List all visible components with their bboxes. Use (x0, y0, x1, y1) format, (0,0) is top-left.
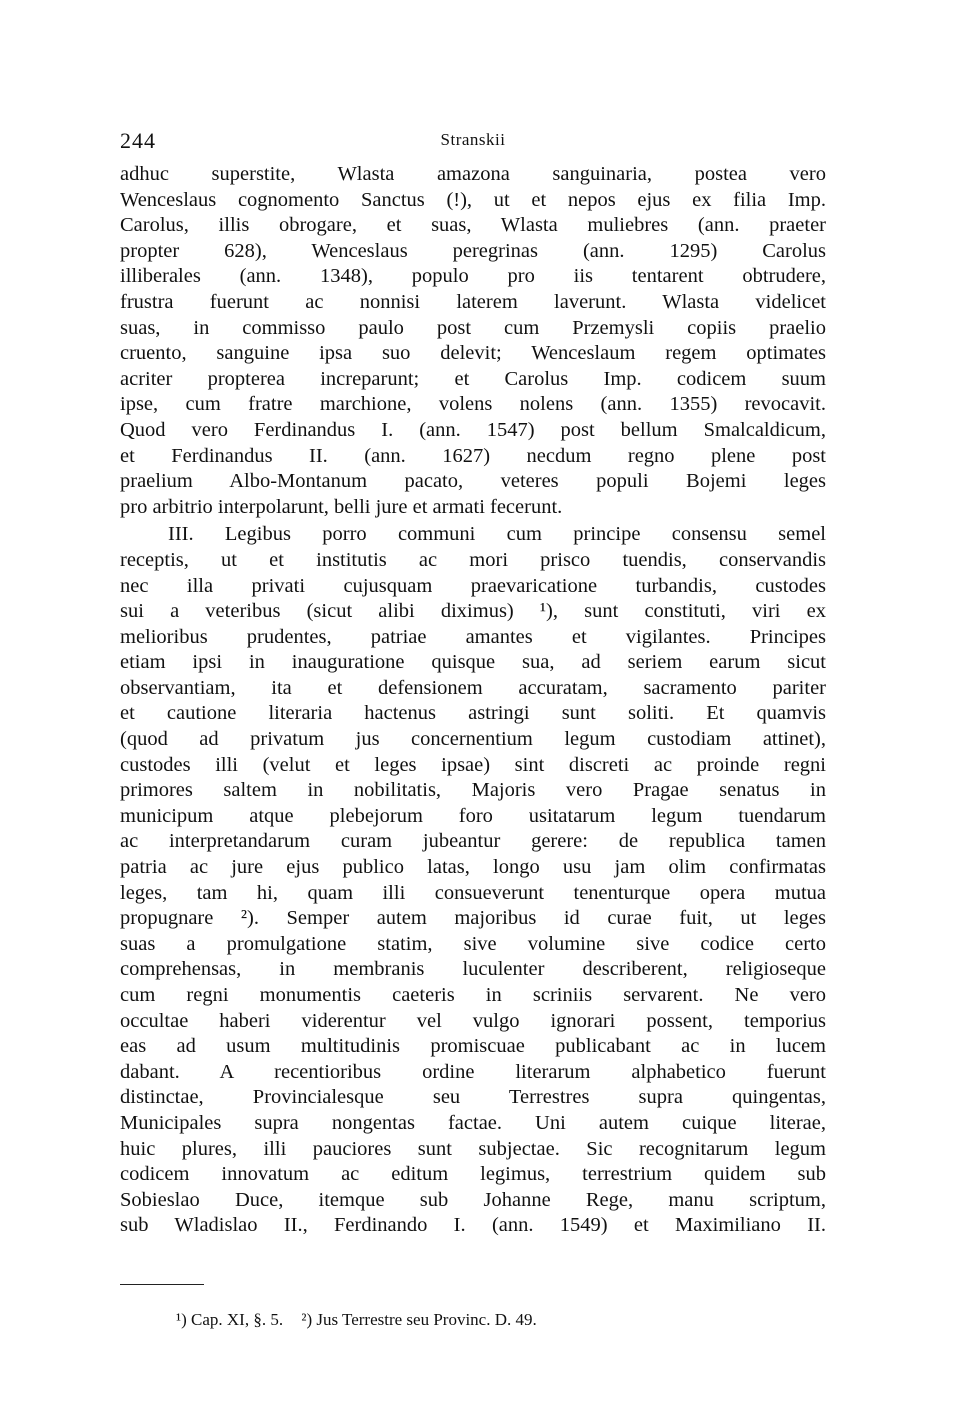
text-line: huic plures, illi pauciores sunt subjectae. Sic recognitarum legum (120, 1137, 826, 1160)
text-line: cruento, sanguine ipsa suo delevit; Wenceslaum regem optimates (120, 342, 826, 365)
text-line: comprehensas, in membranis luculenter describerent, religioseque (120, 958, 826, 981)
text-line: illiberales (ann. 1348), populo pro iis tentarent obtrudere, (120, 265, 826, 288)
text-line: (quod ad privatum jus concernentium legum custodiam attinet), (120, 728, 826, 751)
footnotes (176, 1310, 551, 1330)
text-line: propugnare ²). Semper autem majoribus id curae fuit, ut leges (120, 907, 826, 930)
text-line: primores saltem in nobilitatis, Majoris vero Pragae senatus in (120, 779, 826, 802)
text-line: sub Wladislao II., Ferdinando I. (ann. 1549) et Maximiliano II. (120, 1214, 826, 1237)
text-line: municipum atque plebejorum foro usitatarum legum tuendarum (120, 804, 826, 827)
text-line: etiam ipsi in inauguratione quisque sua, ad seriem earum sicut (120, 651, 826, 674)
text-line: Carolus, illis obrogare, et suas, Wlasta muliebres (ann. praeter (120, 214, 826, 237)
page (120, 128, 826, 1239)
text-line: propter 628), Wenceslaus peregrinas (ann. 1295) Carolus (120, 239, 826, 262)
text-line: patria ac jure ejus publico latas, longo usu jam olim confirmatas (120, 856, 826, 879)
text-line: praelium Albo-Montanum pacato, veteres populi Bojemi leges (120, 470, 826, 493)
text-line: et cautione literaria hactenus astringi sunt soliti. Et quamvis (120, 702, 826, 725)
footnote-rule (120, 1284, 204, 1285)
page-number: 244 (120, 128, 156, 153)
footnote-2: ²) Jus Terrestre seu Provinc. D. 49. (301, 1310, 537, 1329)
text-line: et Ferdinandus II. (ann. 1627) necdum regno plene post (120, 444, 826, 467)
body-text (120, 162, 826, 1239)
text-line: Municipales supra nongentas factae. Uni autem cuique literae, (120, 1111, 826, 1134)
text-line: III. Legibus porro communi cum principe consensu semel (168, 523, 826, 546)
text-line: suas, in commisso paulo post cum Przemysli copiis praelio (120, 316, 826, 339)
text-line: receptis, ut et institutis ac mori prisco tuendis, conservandis (120, 548, 826, 571)
text-line: sui a veteribus (sicut alibi diximus) ¹), sunt constituti, viri ex (120, 600, 826, 623)
text-line: adhuc superstite, Wlasta amazona sanguinaria, postea vero (120, 163, 826, 185)
running-title: Stranskii (440, 130, 506, 149)
text-line: nec illa privati cujusquam praevaricatione turbandis, custodes (120, 574, 826, 597)
text-line: leges, tam hi, quam illi consueverunt tenenturque opera mutua (120, 881, 826, 904)
text-line: distinctae, Provincialesque seu Terrestres supra quingentas, (120, 1086, 826, 1109)
text-line: observantiam, ita et defensionem accuratam, sacramento pariter (120, 676, 826, 699)
text-line: custodes illi (velut et leges ipsae) sint discreti ac proinde regni (120, 753, 826, 776)
text-line: eas ad usum multitudinis promiscuae publicabant ac in lucem (120, 1035, 826, 1058)
running-head (120, 128, 826, 162)
text-line: ipse, cum fratre marchione, volens nolens (ann. 1355) revocavit. (120, 393, 826, 416)
text-line: suas a promulgatione statim, sive volumine sive codice certo (120, 932, 826, 955)
text-line: Wenceslaus cognomento Sanctus (!), ut et nepos ejus ex filia Imp. (120, 188, 826, 211)
text-line: Quod vero Ferdinandus I. (ann. 1547) post bellum Smalcaldicum, (120, 418, 826, 441)
text-line: occultae haberi viderentur vel vulgo ignorari possent, temporius (120, 1009, 826, 1032)
text-line: melioribus prudentes, patriae amantes et vigilantes. Principes (120, 625, 826, 648)
text-line: dabant. A recentioribus ordine literarum alphabetico fuerunt (120, 1060, 826, 1083)
text-line: ac interpretandarum curam jubeantur gerere: de republica tamen (120, 830, 826, 853)
text-line: cum regni monumentis caeteris in scriniis servarent. Ne vero (120, 984, 826, 1006)
text-line: acriter propterea increparunt; et Carolus Imp. codicem suum (120, 367, 826, 390)
text-line: pro arbitrio interpolarunt, belli jure et armati fecerunt. (120, 495, 563, 518)
text-line: Sobieslao Duce, itemque sub Johanne Rege, manu scriptum, (120, 1188, 826, 1211)
footnote-1: ¹) Cap. XI, §. 5. (176, 1310, 284, 1329)
text-line: codicem innovatum ac editum legimus, terrestrium quidem sub (120, 1163, 826, 1186)
text-line: frustra fuerunt ac nonnisi laterem laverunt. Wlasta videlicet (120, 290, 826, 313)
